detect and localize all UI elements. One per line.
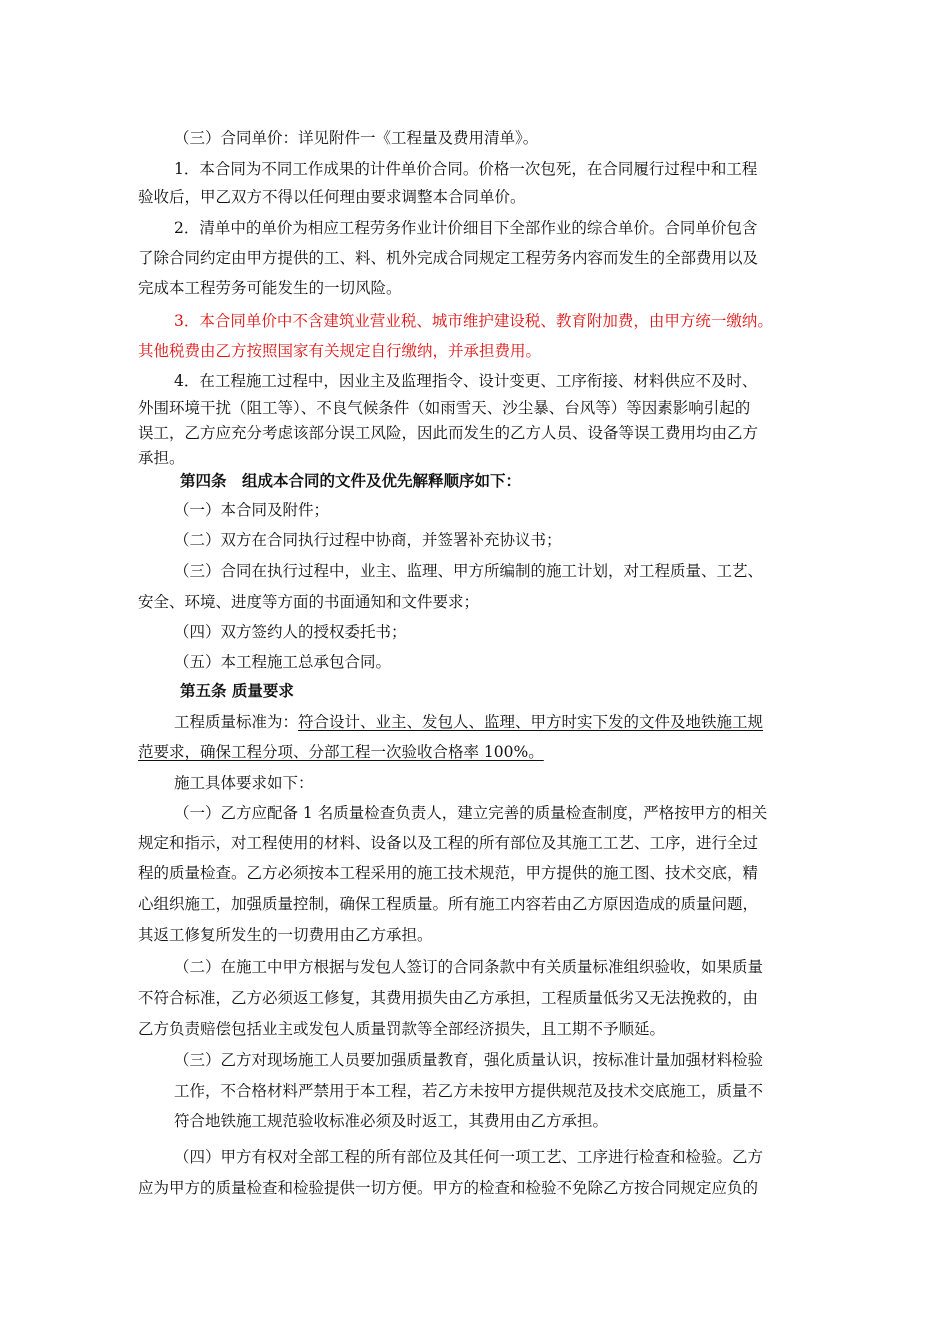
paragraph-4-line-1: 4．在工程施工过程中，因业主及监理指令、设计变更、工序衔接、材料供应不及时、 <box>174 372 758 390</box>
paragraph-2-line-1: 2．清单中的单价为相应工程劳务作业计价细目下全部作业的综合单价。合同单价包含 <box>174 219 758 237</box>
requirement-1-line-5: 其返工修复所发生的一切费用由乙方承担。 <box>138 926 433 944</box>
article-4-item-2: （二）双方在合同执行过程中协商，并签署补充协议书； <box>174 531 562 549</box>
paragraph-unit-price-heading: （三）合同单价：详见附件一《工程量及费用清单》。 <box>174 129 539 147</box>
paragraph-4-line-3: 误工，乙方应充分考虑该部分误工风险，因此而发生的乙方人员、设备等误工费用均由乙方 <box>138 424 759 442</box>
quality-standard-line-1 <box>174 712 763 732</box>
requirement-4-line-2: 应为甲方的质量检查和检验提供一切方便。甲方的检查和检验不免除乙方按合同规定应负的 <box>138 1179 759 1197</box>
article-4-title: 第四条 组成本合同的文件及优先解释顺序如下： <box>180 471 522 490</box>
quality-standard-text-1: 符合设计、业主、发包人、监理、甲方时实下发的文件及地铁施工规 <box>298 713 764 731</box>
requirement-1-line-3: 程的质量检查。乙方必须按本工程采用的施工技术规范，甲方提供的施工图、技术交底，精 <box>138 864 759 882</box>
requirement-2-line-3: 乙方负责赔偿包括业主或发包人质量罚款等全部经济损失，且工期不予顺延。 <box>138 1020 666 1038</box>
requirement-3-line-2: 工作，不合格材料严禁用于本工程，若乙方未按甲方提供规范及技术交底施工，质量不 <box>174 1082 764 1100</box>
specific-requirements-label: 施工具体要求如下： <box>174 774 314 792</box>
paragraph-3-tax-line-1: 3．本合同单价中不含建筑业营业税、城市维护建设税、教育附加费，由甲方统一缴纳。 <box>174 312 773 330</box>
article-4-item-1: （一）本合同及附件； <box>174 501 330 519</box>
paragraph-2-line-2: 了除合同约定由甲方提供的工、料、机外完成合同规定工程劳务内容而发生的全部费用以及 <box>138 249 759 267</box>
paragraph-1-line-2: 验收后，甲乙双方不得以任何理由要求调整本合同单价。 <box>138 188 526 206</box>
requirement-3-line-1: （三）乙方对现场施工人员要加强质量教育，强化质量认识，按标准计量加强材料检验 <box>174 1051 764 1069</box>
quality-standard-text-2: 范要求，确保工程分项、分部工程一次验收合格率 100%。 <box>138 743 544 761</box>
requirement-2-line-2: 不符合标准，乙方必须返工修复，其费用损失由乙方承担，工程质量低劣又无法挽救的，由 <box>138 989 759 1007</box>
requirement-1-line-2: 规定和指示，对工程使用的材料、设备以及工程的所有部位及其施工工艺、工序，进行全过 <box>138 834 759 852</box>
requirement-4-line-1: （四）甲方有权对全部工程的所有部位及其任何一项工艺、工序进行检查和检验。乙方 <box>174 1148 764 1166</box>
article-4-item-3-line-2: 安全、环境、进度等方面的书面通知和文件要求； <box>138 593 480 611</box>
requirement-1-line-1: （一）乙方应配备 1 名质量检查负责人，建立完善的质量检查制度，严格按甲方的相关 <box>174 804 768 822</box>
article-5-title: 第五条 质量要求 <box>180 681 294 700</box>
article-4-item-3-line-1: （三）合同在执行过程中，业主、监理、甲方所编制的施工计划，对工程质量、工艺、 <box>174 562 764 580</box>
paragraph-4-line-4: 承担。 <box>138 449 185 467</box>
paragraph-3-tax-line-2: 其他税费由乙方按照国家有关规定自行缴纳，并承担费用。 <box>138 342 542 360</box>
quality-standard-label: 工程质量标准为： <box>174 713 299 731</box>
paragraph-2-line-3: 完成本工程劳务可能发生的一切风险。 <box>138 279 402 297</box>
paragraph-4-line-2: 外围环境干扰（阻工等）、不良气候条件（如雨雪天、沙尘暴、台风等）等因素影响引起的 <box>138 399 751 417</box>
requirement-3-line-3: 符合地铁施工规范验收标准必须及时返工，其费用由乙方承担。 <box>174 1112 609 1130</box>
requirement-2-line-1: （二）在施工中甲方根据与发包人签订的合同条款中有关质量标准组织验收，如果质量 <box>174 958 764 976</box>
article-4-item-4: （四）双方签约人的授权委托书； <box>174 623 407 641</box>
article-4-item-5: （五）本工程施工总承包合同。 <box>174 653 392 671</box>
paragraph-1-line-1: 1．本合同为不同工作成果的计件单价合同。价格一次包死，在合同履行过程中和工程 <box>174 160 758 178</box>
requirement-1-line-4: 心组织施工，加强质量控制，确保工程质量。所有施工内容若由乙方原因造成的质量问题， <box>138 895 759 913</box>
